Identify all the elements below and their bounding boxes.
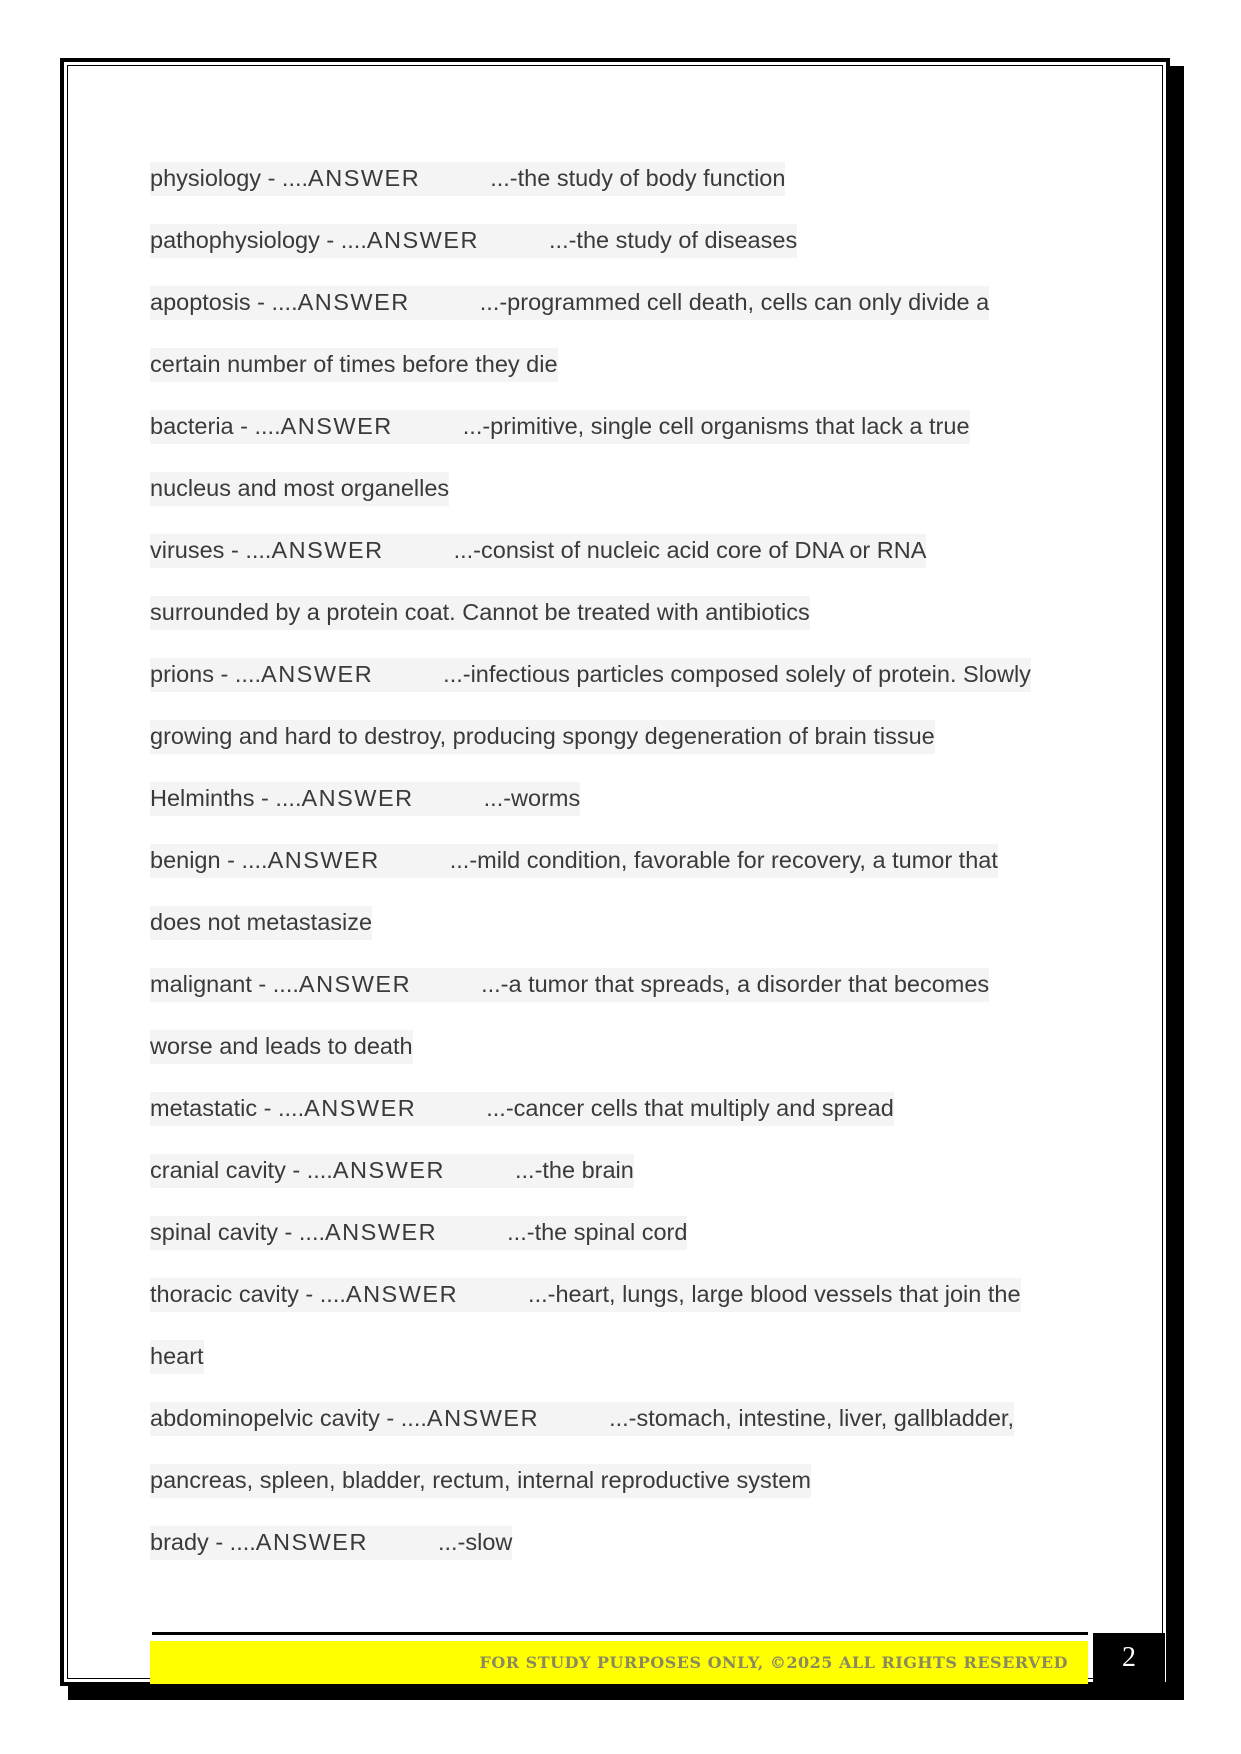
flashcard-line (150, 410, 970, 444)
flashcard-line (150, 968, 989, 1002)
flashcard-line (150, 1526, 512, 1560)
answer-label: ANSWER (325, 1219, 438, 1245)
flashcard (150, 1201, 1090, 1263)
term: cranial cavity - .... (150, 1157, 333, 1183)
definition: ...-stomach, intestine, liver, gallbladder, (609, 1405, 1014, 1431)
flashcard-line (150, 782, 580, 816)
flashcard (150, 767, 1090, 829)
definition-continuation: worse and leads to death (150, 1030, 413, 1064)
definition: ...-worms (483, 785, 581, 811)
definition: ...-infectious particles composed solely of protein. Slowly (443, 661, 1031, 687)
answer-label: ANSWER (271, 537, 384, 563)
definition-continuation: certain number of times before they die (150, 348, 558, 382)
flashcard-line (150, 1092, 894, 1126)
flashcard-line (150, 224, 797, 258)
answer-label: ANSWER (280, 413, 393, 439)
term: malignant - .... (150, 971, 299, 997)
definition: ...-the spinal cord (507, 1219, 688, 1245)
definition-continuation: does not metastasize (150, 906, 372, 940)
answer-label: ANSWER (298, 971, 412, 997)
flashcard-list (150, 147, 1090, 1573)
definition: ...-cancer cells that multiply and spread (486, 1095, 894, 1121)
definition: ...-the study of body function (490, 165, 786, 191)
flashcard-line (150, 1402, 1014, 1436)
page-number: 2 (1093, 1633, 1165, 1683)
answer-label: ANSWER (332, 1157, 445, 1183)
answer-label: ANSWER (267, 847, 380, 873)
flashcard (150, 1387, 1090, 1511)
flashcard-line (150, 658, 1031, 692)
flashcard-line (150, 1154, 634, 1188)
flashcard-line (150, 844, 998, 878)
definition: ...-slow (437, 1529, 513, 1555)
footer-copyright: FOR STUDY PURPOSES ONLY, ©2025 ALL RIGHTS RESERVED (479, 1653, 1068, 1672)
answer-label: ANSWER (426, 1405, 540, 1431)
definition-continuation: pancreas, spleen, bladder, rectum, internal reproductive system (150, 1464, 811, 1498)
footer-rule (152, 1632, 1088, 1635)
flashcard (150, 829, 1090, 953)
flashcard (150, 271, 1090, 395)
answer-label: ANSWER (304, 1095, 417, 1121)
flashcard-line (150, 1216, 687, 1250)
flashcard (150, 519, 1090, 643)
term: pathophysiology - .... (150, 227, 367, 253)
definition: ...-consist of nucleic acid core of DNA or RNA (453, 537, 927, 563)
answer-label: ANSWER (308, 165, 421, 191)
term: bacteria - .... (150, 413, 281, 439)
flashcard (150, 395, 1090, 519)
term: brady - .... (150, 1529, 256, 1555)
term: benign - .... (150, 847, 268, 873)
term: viruses - .... (150, 537, 272, 563)
term: prions - .... (150, 661, 262, 687)
flashcard (150, 1511, 1090, 1573)
term: spinal cavity - .... (150, 1219, 325, 1245)
flashcard (150, 209, 1090, 271)
footer-band (150, 1641, 1088, 1684)
flashcard-line (150, 1278, 1021, 1312)
answer-label: ANSWER (366, 227, 480, 253)
definition: ...-mild condition, favorable for recovery, a tumor that (449, 847, 998, 873)
term: Helminths - .... (150, 785, 302, 811)
flashcard (150, 1263, 1090, 1387)
term: thoracic cavity - .... (150, 1281, 346, 1307)
definition-continuation: growing and hard to destroy, producing spongy degeneration of brain tissue (150, 720, 935, 754)
definition: ...-the study of diseases (549, 227, 798, 253)
definition-continuation: nucleus and most organelles (150, 472, 449, 506)
definition: ...-programmed cell death, cells can only divide a (479, 289, 990, 315)
flashcard (150, 953, 1090, 1077)
term: metastatic - .... (150, 1095, 305, 1121)
flashcard-line (150, 534, 926, 568)
definition-continuation: surrounded by a protein coat. Cannot be treated with antibiotics (150, 596, 810, 630)
definition: ...-the brain (514, 1157, 634, 1183)
definition: ...-heart, lungs, large blood vessels that join the (528, 1281, 1021, 1307)
answer-label: ANSWER (261, 661, 374, 687)
answer-label: ANSWER (301, 785, 414, 811)
definition: ...-a tumor that spreads, a disorder that becomes (481, 971, 990, 997)
answer-label: ANSWER (255, 1529, 368, 1555)
term: apoptosis - .... (150, 289, 298, 315)
term: physiology - .... (150, 165, 309, 191)
answer-label: ANSWER (297, 289, 410, 315)
definition-continuation: heart (150, 1340, 204, 1374)
term: abdominopelvic cavity - .... (150, 1405, 427, 1431)
flashcard-line (150, 286, 989, 320)
flashcard (150, 1077, 1090, 1139)
flashcard-line (150, 162, 785, 196)
flashcard (150, 1139, 1090, 1201)
answer-label: ANSWER (345, 1281, 459, 1307)
flashcard (150, 147, 1090, 209)
flashcard (150, 643, 1090, 767)
definition: ...-primitive, single cell organisms that lack a true (462, 413, 970, 439)
